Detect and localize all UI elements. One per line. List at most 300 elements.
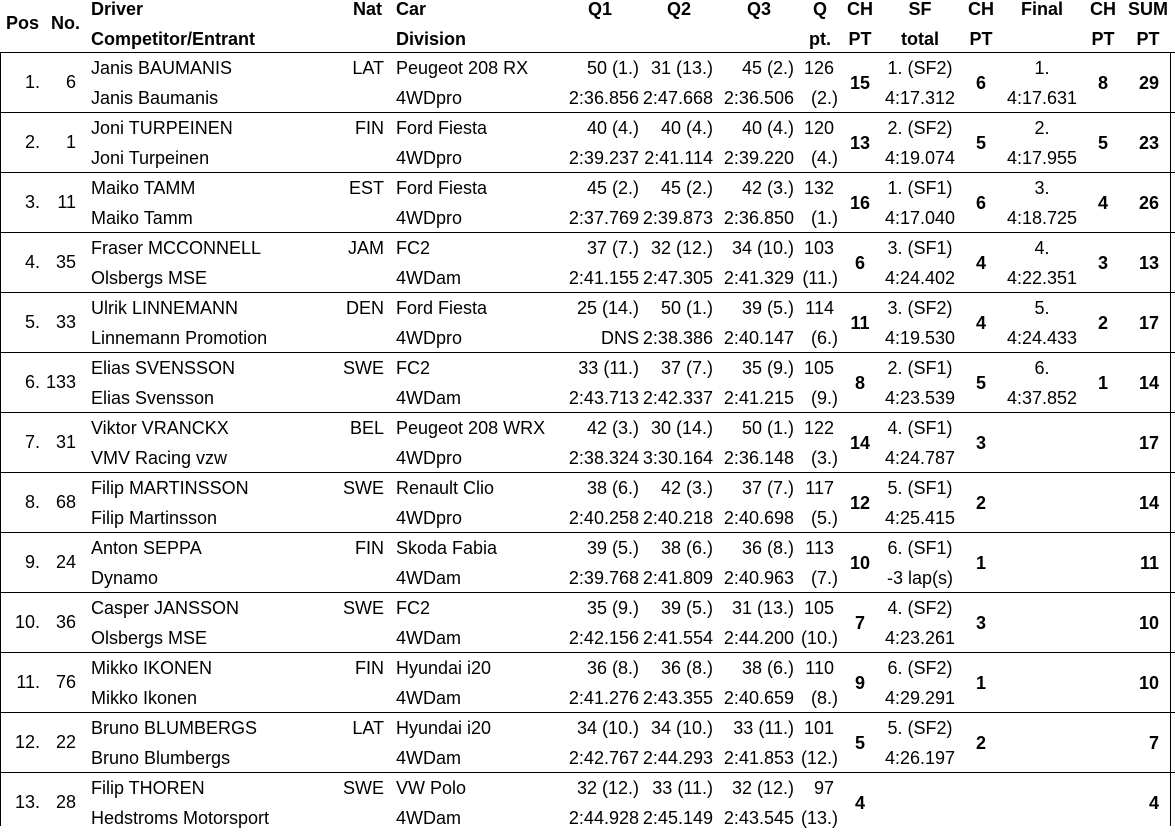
nationality-cell: JAM xyxy=(348,238,384,258)
table-row xyxy=(0,52,1175,112)
header-competitor: Competitor/Entrant xyxy=(91,29,255,49)
sf-total: 4:29.291 xyxy=(884,688,956,708)
q2-time: 2:41.809 xyxy=(642,568,713,588)
q3-points: 36 (8.) xyxy=(741,538,794,558)
q2-points: 36 (8.) xyxy=(660,658,713,678)
ch-points-final: 4 xyxy=(1097,193,1108,213)
row-divider xyxy=(0,592,1175,593)
sum-points: 14 xyxy=(1138,493,1159,513)
q2-points: 40 (4.) xyxy=(660,118,713,138)
division-cell: 4WDam xyxy=(396,808,462,828)
header-q-pt: pt. xyxy=(809,29,831,49)
q1-time: 2:36.856 xyxy=(568,88,639,108)
final-result: 5. xyxy=(1034,298,1050,318)
pos-cell: 6. xyxy=(24,372,40,392)
row-divider xyxy=(0,532,1175,533)
q2-points: 37 (7.) xyxy=(660,358,713,378)
row-divider xyxy=(0,352,1175,353)
q3-points: 40 (4.) xyxy=(741,118,794,138)
number-cell: 133 xyxy=(45,372,76,392)
q3-points: 45 (2.) xyxy=(741,58,794,78)
q-rank: (13.) xyxy=(800,808,838,828)
division-cell: 4WDpro xyxy=(396,508,463,528)
ch-points-sf: 6 xyxy=(975,73,986,93)
driver-name: Anton SEPPA xyxy=(91,538,202,558)
q-points-total: 105 xyxy=(803,598,834,618)
driver-name: Fraser MCCONNELL xyxy=(91,238,262,258)
sf-total: 4:23.539 xyxy=(884,388,956,408)
nationality-cell: EST xyxy=(348,178,384,198)
q-points-total: 120 xyxy=(803,118,834,138)
q2-time: 2:41.554 xyxy=(642,628,713,648)
number-cell: 31 xyxy=(55,432,76,452)
number-cell: 33 xyxy=(55,312,76,332)
row-divider xyxy=(0,292,1175,293)
table-row xyxy=(0,112,1175,172)
driver-name: Ulrik LINNEMANN xyxy=(91,298,239,318)
q2-points: 38 (6.) xyxy=(660,538,713,558)
ch-points-sf: 3 xyxy=(975,613,986,633)
row-divider xyxy=(0,412,1175,413)
sum-points: 23 xyxy=(1138,133,1159,153)
sum-points: 4 xyxy=(1148,793,1159,813)
header-final: Final xyxy=(1020,0,1063,19)
q3-points: 38 (6.) xyxy=(741,658,794,678)
pos-cell: 2. xyxy=(24,132,40,152)
q-rank: (12.) xyxy=(800,748,838,768)
header-ch3: CH xyxy=(1090,0,1116,19)
ch-points-sf: 2 xyxy=(975,493,986,513)
q1-points: 37 (7.) xyxy=(586,238,639,258)
q2-time: 2:40.218 xyxy=(642,508,713,528)
division-cell: 4WDpro xyxy=(396,88,463,108)
row-divider xyxy=(0,172,1175,173)
q1-points: 40 (4.) xyxy=(586,118,639,138)
car-cell: Hyundai i20 xyxy=(396,658,492,678)
driver-name: Filip MARTINSSON xyxy=(91,478,249,498)
pos-cell: 12. xyxy=(14,732,40,752)
header-pt2: PT xyxy=(969,29,993,49)
sf-total: 4:23.261 xyxy=(884,628,956,648)
q2-time: 3:30.164 xyxy=(642,448,713,468)
q2-points: 45 (2.) xyxy=(660,178,713,198)
pos-cell: 10. xyxy=(14,612,40,632)
q3-time: 2:41.853 xyxy=(723,748,794,768)
sf-result: 4. (SF1) xyxy=(887,418,953,438)
table-row xyxy=(0,232,1175,292)
q1-time: 2:41.276 xyxy=(568,688,639,708)
final-time: 4:17.631 xyxy=(1006,88,1078,108)
sum-points: 13 xyxy=(1138,253,1159,273)
q3-points: 42 (3.) xyxy=(741,178,794,198)
car-cell: Skoda Fabia xyxy=(396,538,498,558)
q2-points: 32 (12.) xyxy=(650,238,713,258)
ch-points-q: 16 xyxy=(849,193,871,213)
driver-name: Maiko TAMM xyxy=(91,178,196,198)
number-cell: 22 xyxy=(55,732,76,752)
q1-time: 2:41.155 xyxy=(568,268,639,288)
ch-points-final: 5 xyxy=(1097,133,1108,153)
ch-points-sf: 2 xyxy=(975,733,986,753)
table-row xyxy=(0,172,1175,232)
q2-time: 2:38.386 xyxy=(642,328,713,348)
q2-time: 2:39.873 xyxy=(642,208,713,228)
division-cell: 4WDpro xyxy=(396,148,463,168)
pos-cell: 3. xyxy=(24,192,40,212)
sum-points: 11 xyxy=(1139,553,1159,573)
entrant-name: Dynamo xyxy=(91,568,159,588)
table-row xyxy=(0,472,1175,532)
ch-points-sf: 5 xyxy=(975,133,986,153)
number-cell: 68 xyxy=(55,492,76,512)
header-sf-total: total xyxy=(901,29,939,49)
header-q: Q xyxy=(812,0,827,19)
header-q3: Q3 xyxy=(746,0,771,19)
final-time: 4:37.852 xyxy=(1006,388,1078,408)
entrant-name: Janis Baumanis xyxy=(91,88,219,108)
ch-points-sf: 1 xyxy=(975,553,986,573)
final-time: 4:22.351 xyxy=(1006,268,1078,288)
q-points-total: 101 xyxy=(803,718,834,738)
header-division: Division xyxy=(396,29,467,49)
ch-points-sf: 5 xyxy=(975,373,986,393)
header-sf: SF xyxy=(908,0,932,19)
q3-time: 2:39.220 xyxy=(723,148,794,168)
header-car: Car xyxy=(396,0,427,19)
final-result: 1. xyxy=(1034,58,1050,78)
entrant-name: Bruno Blumbergs xyxy=(91,748,231,768)
nationality-cell: LAT xyxy=(352,58,384,78)
driver-name: Filip THOREN xyxy=(91,778,205,798)
q1-points: 36 (8.) xyxy=(586,658,639,678)
nationality-cell: LAT xyxy=(352,718,384,738)
q-rank: (11.) xyxy=(802,268,838,288)
entrant-name: Olsbergs MSE xyxy=(91,628,208,648)
entrant-name: Maiko Tamm xyxy=(91,208,193,228)
sf-result: 2. (SF1) xyxy=(887,358,953,378)
number-cell: 6 xyxy=(65,72,76,92)
header-ch1: CH xyxy=(847,0,873,19)
q1-time: 2:40.258 xyxy=(568,508,639,528)
pos-cell: 9. xyxy=(24,552,40,572)
q1-time: 2:39.768 xyxy=(568,568,639,588)
number-cell: 11 xyxy=(57,192,76,212)
q1-points: 50 (1.) xyxy=(586,58,639,78)
q1-points: 32 (12.) xyxy=(576,778,639,798)
q3-points: 33 (11.) xyxy=(733,718,794,738)
q1-time: 2:42.767 xyxy=(568,748,639,768)
q3-points: 32 (12.) xyxy=(731,778,794,798)
entrant-name: Elias Svensson xyxy=(91,388,215,408)
q1-points: 45 (2.) xyxy=(586,178,639,198)
q3-time: 2:36.850 xyxy=(723,208,794,228)
sum-points: 14 xyxy=(1138,373,1159,393)
sum-points: 7 xyxy=(1148,733,1159,753)
entrant-name: Olsbergs MSE xyxy=(91,268,208,288)
q-rank: (1.) xyxy=(811,208,838,228)
q3-time: 2:44.200 xyxy=(723,628,794,648)
q-points-total: 117 xyxy=(805,478,834,498)
q3-time: 2:40.147 xyxy=(723,328,794,348)
q-points-total: 126 xyxy=(803,58,834,78)
table-row xyxy=(0,592,1175,652)
q2-time: 2:41.114 xyxy=(644,148,713,168)
number-cell: 24 xyxy=(55,552,76,572)
final-time: 4:18.725 xyxy=(1006,208,1078,228)
row-divider xyxy=(0,232,1175,233)
q3-points: 31 (13.) xyxy=(731,598,794,618)
ch-points-q: 5 xyxy=(854,733,865,753)
table-row xyxy=(0,352,1175,412)
row-divider xyxy=(0,52,1175,53)
division-cell: 4WDam xyxy=(396,748,462,768)
sum-points: 17 xyxy=(1138,313,1159,333)
q1-time: 2:43.713 xyxy=(568,388,639,408)
q1-time: 2:39.237 xyxy=(568,148,639,168)
ch-points-q: 4 xyxy=(854,793,865,813)
sf-result: 4. (SF2) xyxy=(887,598,953,618)
header-sum-pt: PT xyxy=(1136,29,1160,49)
q1-time: 2:42.156 xyxy=(568,628,639,648)
pos-cell: 11. xyxy=(16,672,40,692)
table-row xyxy=(0,652,1175,712)
ch-points-final: 3 xyxy=(1097,253,1108,273)
row-divider xyxy=(0,652,1175,653)
number-cell: 36 xyxy=(55,612,76,632)
driver-name: Bruno BLUMBERGS xyxy=(91,718,258,738)
table-row xyxy=(0,292,1175,352)
entrant-name: VMV Racing vzw xyxy=(91,448,228,468)
q2-points: 33 (11.) xyxy=(652,778,713,798)
sf-result: 5. (SF2) xyxy=(887,718,953,738)
q3-time: 2:41.215 xyxy=(723,388,794,408)
q-points-total: 110 xyxy=(805,658,834,678)
q2-time: 2:44.293 xyxy=(642,748,713,768)
sf-total: 4:24.787 xyxy=(884,448,956,468)
car-cell: FC2 xyxy=(396,358,431,378)
q3-time: 2:36.148 xyxy=(723,448,794,468)
q-rank: (9.) xyxy=(811,388,838,408)
nationality-cell: FIN xyxy=(355,538,384,558)
car-cell: Peugeot 208 RX xyxy=(396,58,529,78)
header-pt1: PT xyxy=(848,29,872,49)
sf-total: 4:19.530 xyxy=(884,328,956,348)
header-ch2: CH xyxy=(968,0,994,19)
q2-time: 2:45.149 xyxy=(642,808,713,828)
driver-name: Viktor VRANCKX xyxy=(91,418,229,438)
pos-cell: 8. xyxy=(24,492,40,512)
q-rank: (4.) xyxy=(811,148,838,168)
sf-total: 4:26.197 xyxy=(884,748,956,768)
q3-time: 2:40.698 xyxy=(723,508,794,528)
nationality-cell: SWE xyxy=(342,778,384,798)
driver-name: Casper JANSSON xyxy=(91,598,240,618)
sf-result: 5. (SF1) xyxy=(887,478,953,498)
ch-points-sf: 3 xyxy=(975,433,986,453)
ch-points-q: 7 xyxy=(854,613,865,633)
number-cell: 28 xyxy=(55,792,76,812)
car-cell: FC2 xyxy=(396,598,431,618)
q-points-total: 132 xyxy=(803,178,834,198)
division-cell: 4WDam xyxy=(396,568,462,588)
final-result: 2. xyxy=(1034,118,1050,138)
car-cell: Renault Clio xyxy=(396,478,495,498)
driver-name: Joni TURPEINEN xyxy=(91,118,233,138)
driver-name: Mikko IKONEN xyxy=(91,658,213,678)
ch-points-final: 8 xyxy=(1097,73,1108,93)
q3-time: 2:43.545 xyxy=(723,808,794,828)
ch-points-sf: 6 xyxy=(975,193,986,213)
pos-cell: 13. xyxy=(14,792,40,812)
car-cell: Hyundai i20 xyxy=(396,718,492,738)
q1-points: 38 (6.) xyxy=(586,478,639,498)
entrant-name: Mikko Ikonen xyxy=(91,688,198,708)
final-time: 4:24.433 xyxy=(1006,328,1078,348)
q3-time: 2:36.506 xyxy=(723,88,794,108)
header-pos: Pos xyxy=(6,13,40,33)
header-driver: Driver xyxy=(91,0,144,19)
ch-points-final: 2 xyxy=(1097,313,1108,333)
header-nat: Nat xyxy=(353,0,383,19)
division-cell: 4WDam xyxy=(396,688,462,708)
q2-points: 31 (13.) xyxy=(650,58,713,78)
nationality-cell: SWE xyxy=(342,478,384,498)
number-cell: 1 xyxy=(65,132,76,152)
table-row xyxy=(0,772,1175,832)
header-sum: SUM xyxy=(1128,0,1168,19)
sum-points: 10 xyxy=(1138,673,1159,693)
q2-points: 42 (3.) xyxy=(660,478,713,498)
q-points-total: 113 xyxy=(805,538,834,558)
number-cell: 35 xyxy=(55,252,76,272)
q-points-total: 97 xyxy=(813,778,834,798)
division-cell: 4WDpro xyxy=(396,328,463,348)
q2-time: 2:47.305 xyxy=(642,268,713,288)
sum-points: 17 xyxy=(1138,433,1159,453)
final-time: 4:17.955 xyxy=(1006,148,1078,168)
driver-name: Janis BAUMANIS xyxy=(91,58,233,78)
entrant-name: Linnemann Promotion xyxy=(91,328,268,348)
q1-time: 2:44.928 xyxy=(568,808,639,828)
division-cell: 4WDam xyxy=(396,268,462,288)
final-result: 6. xyxy=(1034,358,1050,378)
q3-time: 2:40.963 xyxy=(723,568,794,588)
final-result: 4. xyxy=(1034,238,1050,258)
q-rank: (6.) xyxy=(811,328,838,348)
q1-points: 39 (5.) xyxy=(586,538,639,558)
q-rank: (8.) xyxy=(811,688,838,708)
sf-total: 4:25.415 xyxy=(884,508,956,528)
division-cell: 4WDam xyxy=(396,628,462,648)
ch-points-q: 15 xyxy=(849,73,871,93)
table-header xyxy=(0,0,1175,52)
ch-points-q: 8 xyxy=(854,373,865,393)
division-cell: 4WDam xyxy=(396,388,462,408)
sf-total: -3 lap(s) xyxy=(886,568,953,588)
ch-points-sf: 4 xyxy=(975,313,986,333)
ch-points-q: 10 xyxy=(849,553,871,573)
pos-cell: 4. xyxy=(24,252,40,272)
sf-result: 1. (SF1) xyxy=(887,178,953,198)
number-cell: 76 xyxy=(55,672,76,692)
q1-time: 2:38.324 xyxy=(568,448,639,468)
ch-points-final: 1 xyxy=(1097,373,1108,393)
q-rank: (7.) xyxy=(811,568,838,588)
header-pt3: PT xyxy=(1091,29,1115,49)
header-no: No. xyxy=(51,13,80,33)
q-points-total: 122 xyxy=(803,418,834,438)
q1-time: 2:37.769 xyxy=(568,208,639,228)
q2-time: 2:47.668 xyxy=(642,88,713,108)
ch-points-sf: 1 xyxy=(975,673,986,693)
sf-result: 3. (SF2) xyxy=(887,298,953,318)
q-points-total: 103 xyxy=(803,238,834,258)
q-points-total: 105 xyxy=(803,358,834,378)
q3-points: 35 (9.) xyxy=(741,358,794,378)
car-cell: Ford Fiesta xyxy=(396,118,488,138)
entrant-name: Filip Martinsson xyxy=(91,508,218,528)
q1-points: 42 (3.) xyxy=(586,418,639,438)
final-result: 3. xyxy=(1034,178,1050,198)
division-cell: 4WDpro xyxy=(396,208,463,228)
nationality-cell: DEN xyxy=(345,298,384,318)
q3-points: 50 (1.) xyxy=(741,418,794,438)
sf-result: 1. (SF2) xyxy=(887,58,953,78)
q3-points: 39 (5.) xyxy=(741,298,794,318)
ch-points-q: 13 xyxy=(849,133,871,153)
ch-points-q: 9 xyxy=(854,673,865,693)
car-cell: VW Polo xyxy=(396,778,467,798)
q2-points: 50 (1.) xyxy=(660,298,713,318)
q-rank: (3.) xyxy=(811,448,838,468)
sf-result: 3. (SF1) xyxy=(887,238,953,258)
table-row xyxy=(0,532,1175,592)
q3-time: 2:41.329 xyxy=(723,268,794,288)
sf-total: 4:24.402 xyxy=(884,268,956,288)
ch-points-sf: 4 xyxy=(975,253,986,273)
q1-points: 33 (11.) xyxy=(578,358,639,378)
car-cell: FC2 xyxy=(396,238,431,258)
table-row xyxy=(0,712,1175,772)
sf-total: 4:17.312 xyxy=(884,88,956,108)
nationality-cell: FIN xyxy=(355,118,384,138)
sf-result: 6. (SF1) xyxy=(887,538,953,558)
header-q2: Q2 xyxy=(666,0,691,19)
q1-points: 35 (9.) xyxy=(586,598,639,618)
q2-time: 2:43.355 xyxy=(642,688,713,708)
q-points-total: 114 xyxy=(805,298,834,318)
q2-time: 2:42.337 xyxy=(642,388,713,408)
row-divider xyxy=(0,712,1175,713)
sf-total: 4:17.040 xyxy=(884,208,956,228)
q-rank: (5.) xyxy=(811,508,838,528)
sum-points: 29 xyxy=(1138,73,1159,93)
sf-total: 4:19.074 xyxy=(884,148,956,168)
q1-time: DNS xyxy=(600,328,639,348)
ch-points-q: 14 xyxy=(849,433,871,453)
ch-points-q: 6 xyxy=(854,253,865,273)
nationality-cell: SWE xyxy=(342,358,384,378)
table-row xyxy=(0,412,1175,472)
nationality-cell: SWE xyxy=(342,598,384,618)
q2-points: 39 (5.) xyxy=(660,598,713,618)
row-divider xyxy=(0,772,1175,773)
sum-points: 26 xyxy=(1138,193,1159,213)
car-cell: Peugeot 208 WRX xyxy=(396,418,546,438)
ch-points-q: 12 xyxy=(849,493,871,513)
nationality-cell: BEL xyxy=(349,418,384,438)
q2-points: 30 (14.) xyxy=(650,418,713,438)
